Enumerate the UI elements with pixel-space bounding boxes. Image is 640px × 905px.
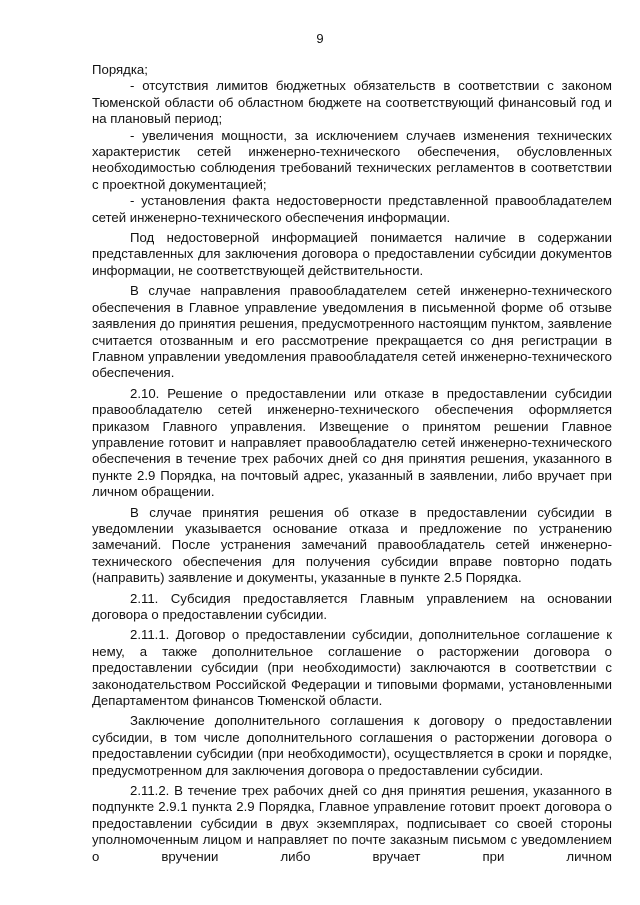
paragraph: 2.11. Субсидия предоставляется Главным управлением на основании договора о предоставлении субсидии. (92, 590, 612, 622)
paragraph: В случае принятия решения об отказе в предоставлении субсидии в уведомлении указывается основание отказа и предложение по устранению замечаний. После устранения замечаний правообладатель сетей инженерно-технического обеспечения для получения субсидии вправе повторно подать (направить) заявление и документы, указанные в пункте 2.5 Порядка. (92, 504, 612, 586)
paragraph: 2.10. Решение о предоставлении или отказе в предоставлении субсидии правообладателю сетей инженерно-технического обеспечения оформляется приказом Главного управления. Извещение о принятом решении Главное управление готовит и направляет правообладателю сетей инженерно-технического обеспечения в течение трех рабочих дней со дня принятия решения, указанного в пункте 2.9 Порядка, на почтовый адрес, указанный в заявлении, либо вручает при личном обращении. (92, 385, 612, 500)
paragraph: - отсутствия лимитов бюджетных обязательств в соответствии с законом Тюменской области об областном бюджете на соответствующий финансовый год и на плановый период; (92, 78, 612, 127)
paragraph: Порядка; (92, 62, 148, 77)
paragraph: 2.11.1. Договор о предоставлении субсидии, дополнительное соглашение к нему, а также дополнительное соглашение о расторжении договора о предоставлении субсидии (при необходимости) заключаются в соответствии с законодательством Российской Федерации и типовыми формами, установленными Департаментом финансов Тюменской области. (92, 627, 612, 709)
paragraph: В случае направления правообладателем сетей инженерно-технического обеспечения в Главное управление уведомления в письменной форме об отзыве заявления до принятия решения, предусмотренного настоящим пунктом, заявление считается отозванным и его рассмотрение прекращается со дня регистрации в Главном управлении уведомления правообладателя сетей инженерно-технического обеспечения. (92, 283, 612, 381)
paragraph: - установления факта недостоверности представленной правообладателем сетей инженерно-технического обеспечения информации. (92, 193, 612, 225)
page-number: 9 (316, 31, 324, 46)
paragraph: 2.11.2. В течение трех рабочих дней со дня принятия решения, указанного в подпункте 2.9.1 пункта 2.9 Порядка, Главное управление готовит проект договора о предоставлении субсидии в двух экземплярах, подписывает со своей стороны уполномоченным лицом и направляет по почте заказным письмом с уведомлением о вручении либо вручает при личном (92, 783, 612, 864)
paragraph: - увеличения мощности, за исключением случаев изменения технических характеристик сетей инженерно-технического обеспечения, обусловленных необходимостью соблюдения требований технических регламентов в соответствии с проектной документацией; (92, 127, 612, 192)
paragraph: Под недостоверной информацией понимается наличие в содержании представленных для заключения договора о предоставлении субсидии документов информации, не соответствующей действительности. (92, 230, 612, 278)
paragraph: Заключение дополнительного соглашения к договору о предоставлении субсидии, в том числе дополнительного соглашения о расторжении договора о предоставлении субсидии (при необходимости), осуществляется в сроки и порядке, предусмотренном для заключения договора о предоставлении субсидии. (92, 713, 612, 778)
document-body (92, 62, 612, 865)
